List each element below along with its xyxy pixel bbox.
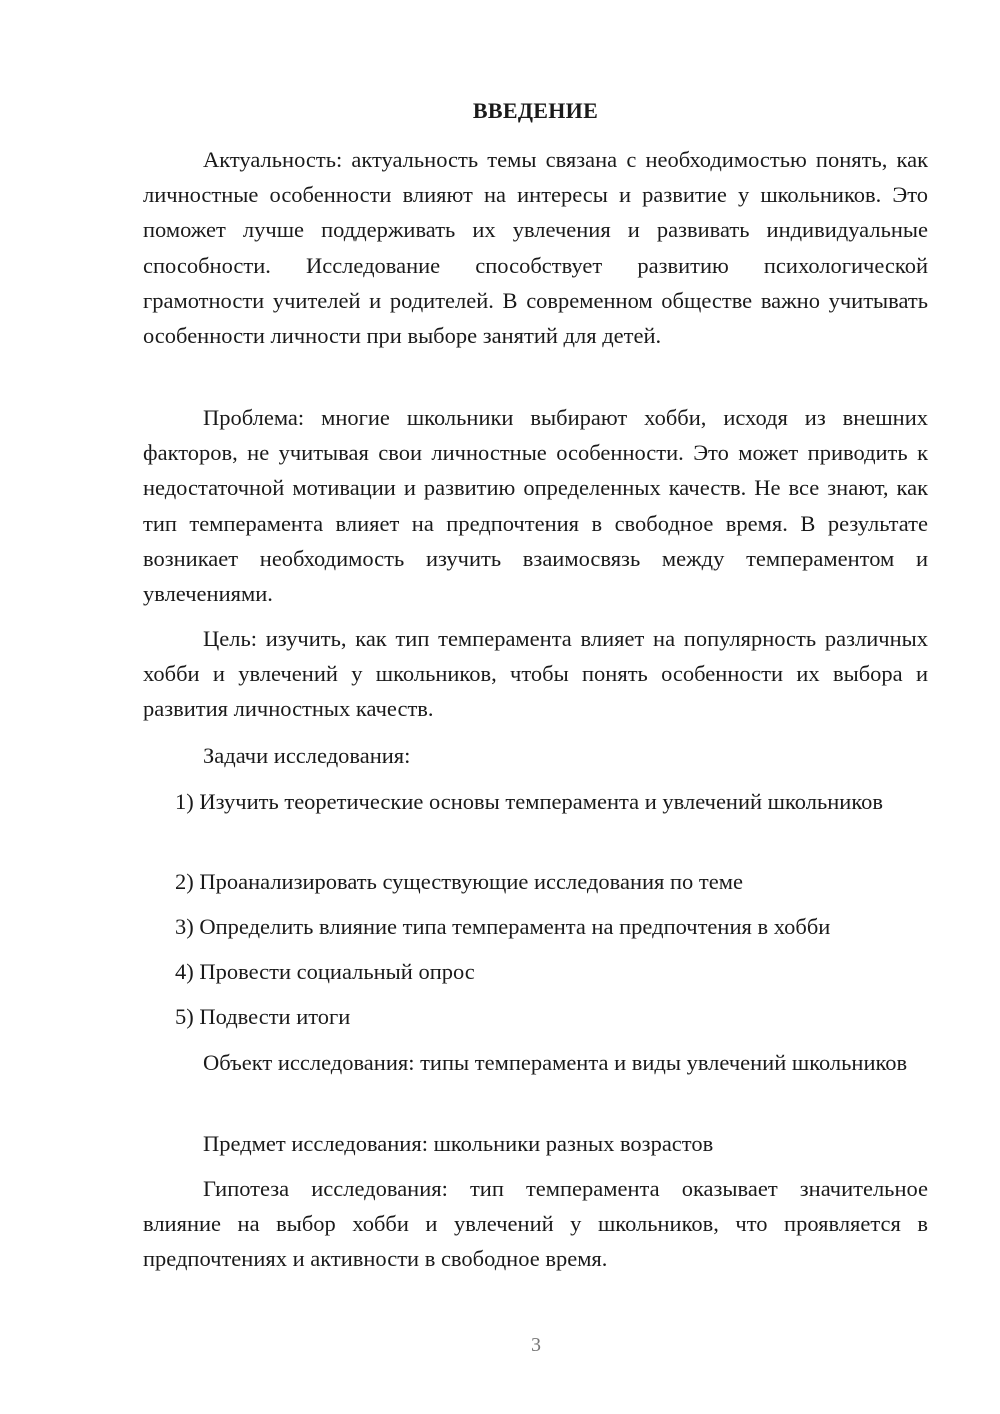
paragraph-object: Объект исследования: типы темперамента и виды увлечений школьников [203, 1050, 908, 1075]
list-item: 3) Определить влияние типа темперамента на предпочтения в хобби [175, 914, 831, 939]
list-item: 4) Провести социальный опрос [175, 959, 475, 984]
paragraph-goal: Цель: изучить, как тип темперамента влияет на популярность различных хобби и увлечений у школьников, чтобы понять особенности их выбора и развития личностных качеств. [143, 626, 928, 722]
list-item: 2) Проанализировать существующие исследования по теме [175, 869, 743, 894]
list-item: 1) Изучить теоретические основы темперамента и увлечений школьников [175, 789, 883, 814]
tasks-title: Задачи исследования: [203, 743, 411, 768]
paragraph-relevance: Актуальность: актуальность темы связана с необходимостью понять, как личностные особенности влияют на интересы и развитие у школьников. Это поможет лучше поддерживать их увлечения и развивать индивидуальные способности. Исследование способствует развитию психологической грамотности учителей и родителей. В современном обществе важно учитывать особенности личности при выборе занятий для детей. [143, 147, 928, 349]
paragraph-problem: Проблема: многие школьники выбирают хобби, исходя из внешних факторов, не учитывая свои личностные особенности. Это может приводить к недостаточной мотивации и развитию определенных качеств. Не все знают, как тип темперамента влияет на предпочтения в свободное время. В результате возникает необходимость изучить взаимосвязь между темпераментом и увлечениями. [143, 405, 928, 607]
page-title: ВВЕДЕНИЕ [472, 98, 599, 123]
list-item: 5) Подвести итоги [175, 1004, 351, 1029]
paragraph-subject: Предмет исследования: школьники разных возрастов [203, 1131, 714, 1156]
page-number: 3 [531, 1334, 541, 1356]
paragraph-hypothesis: Гипотеза исследования: тип темперамента оказывает значительное влияние на выбор хобби и увлечений у школьников, что проявляется в предпочтениях и активности в свободное время. [143, 1176, 928, 1272]
